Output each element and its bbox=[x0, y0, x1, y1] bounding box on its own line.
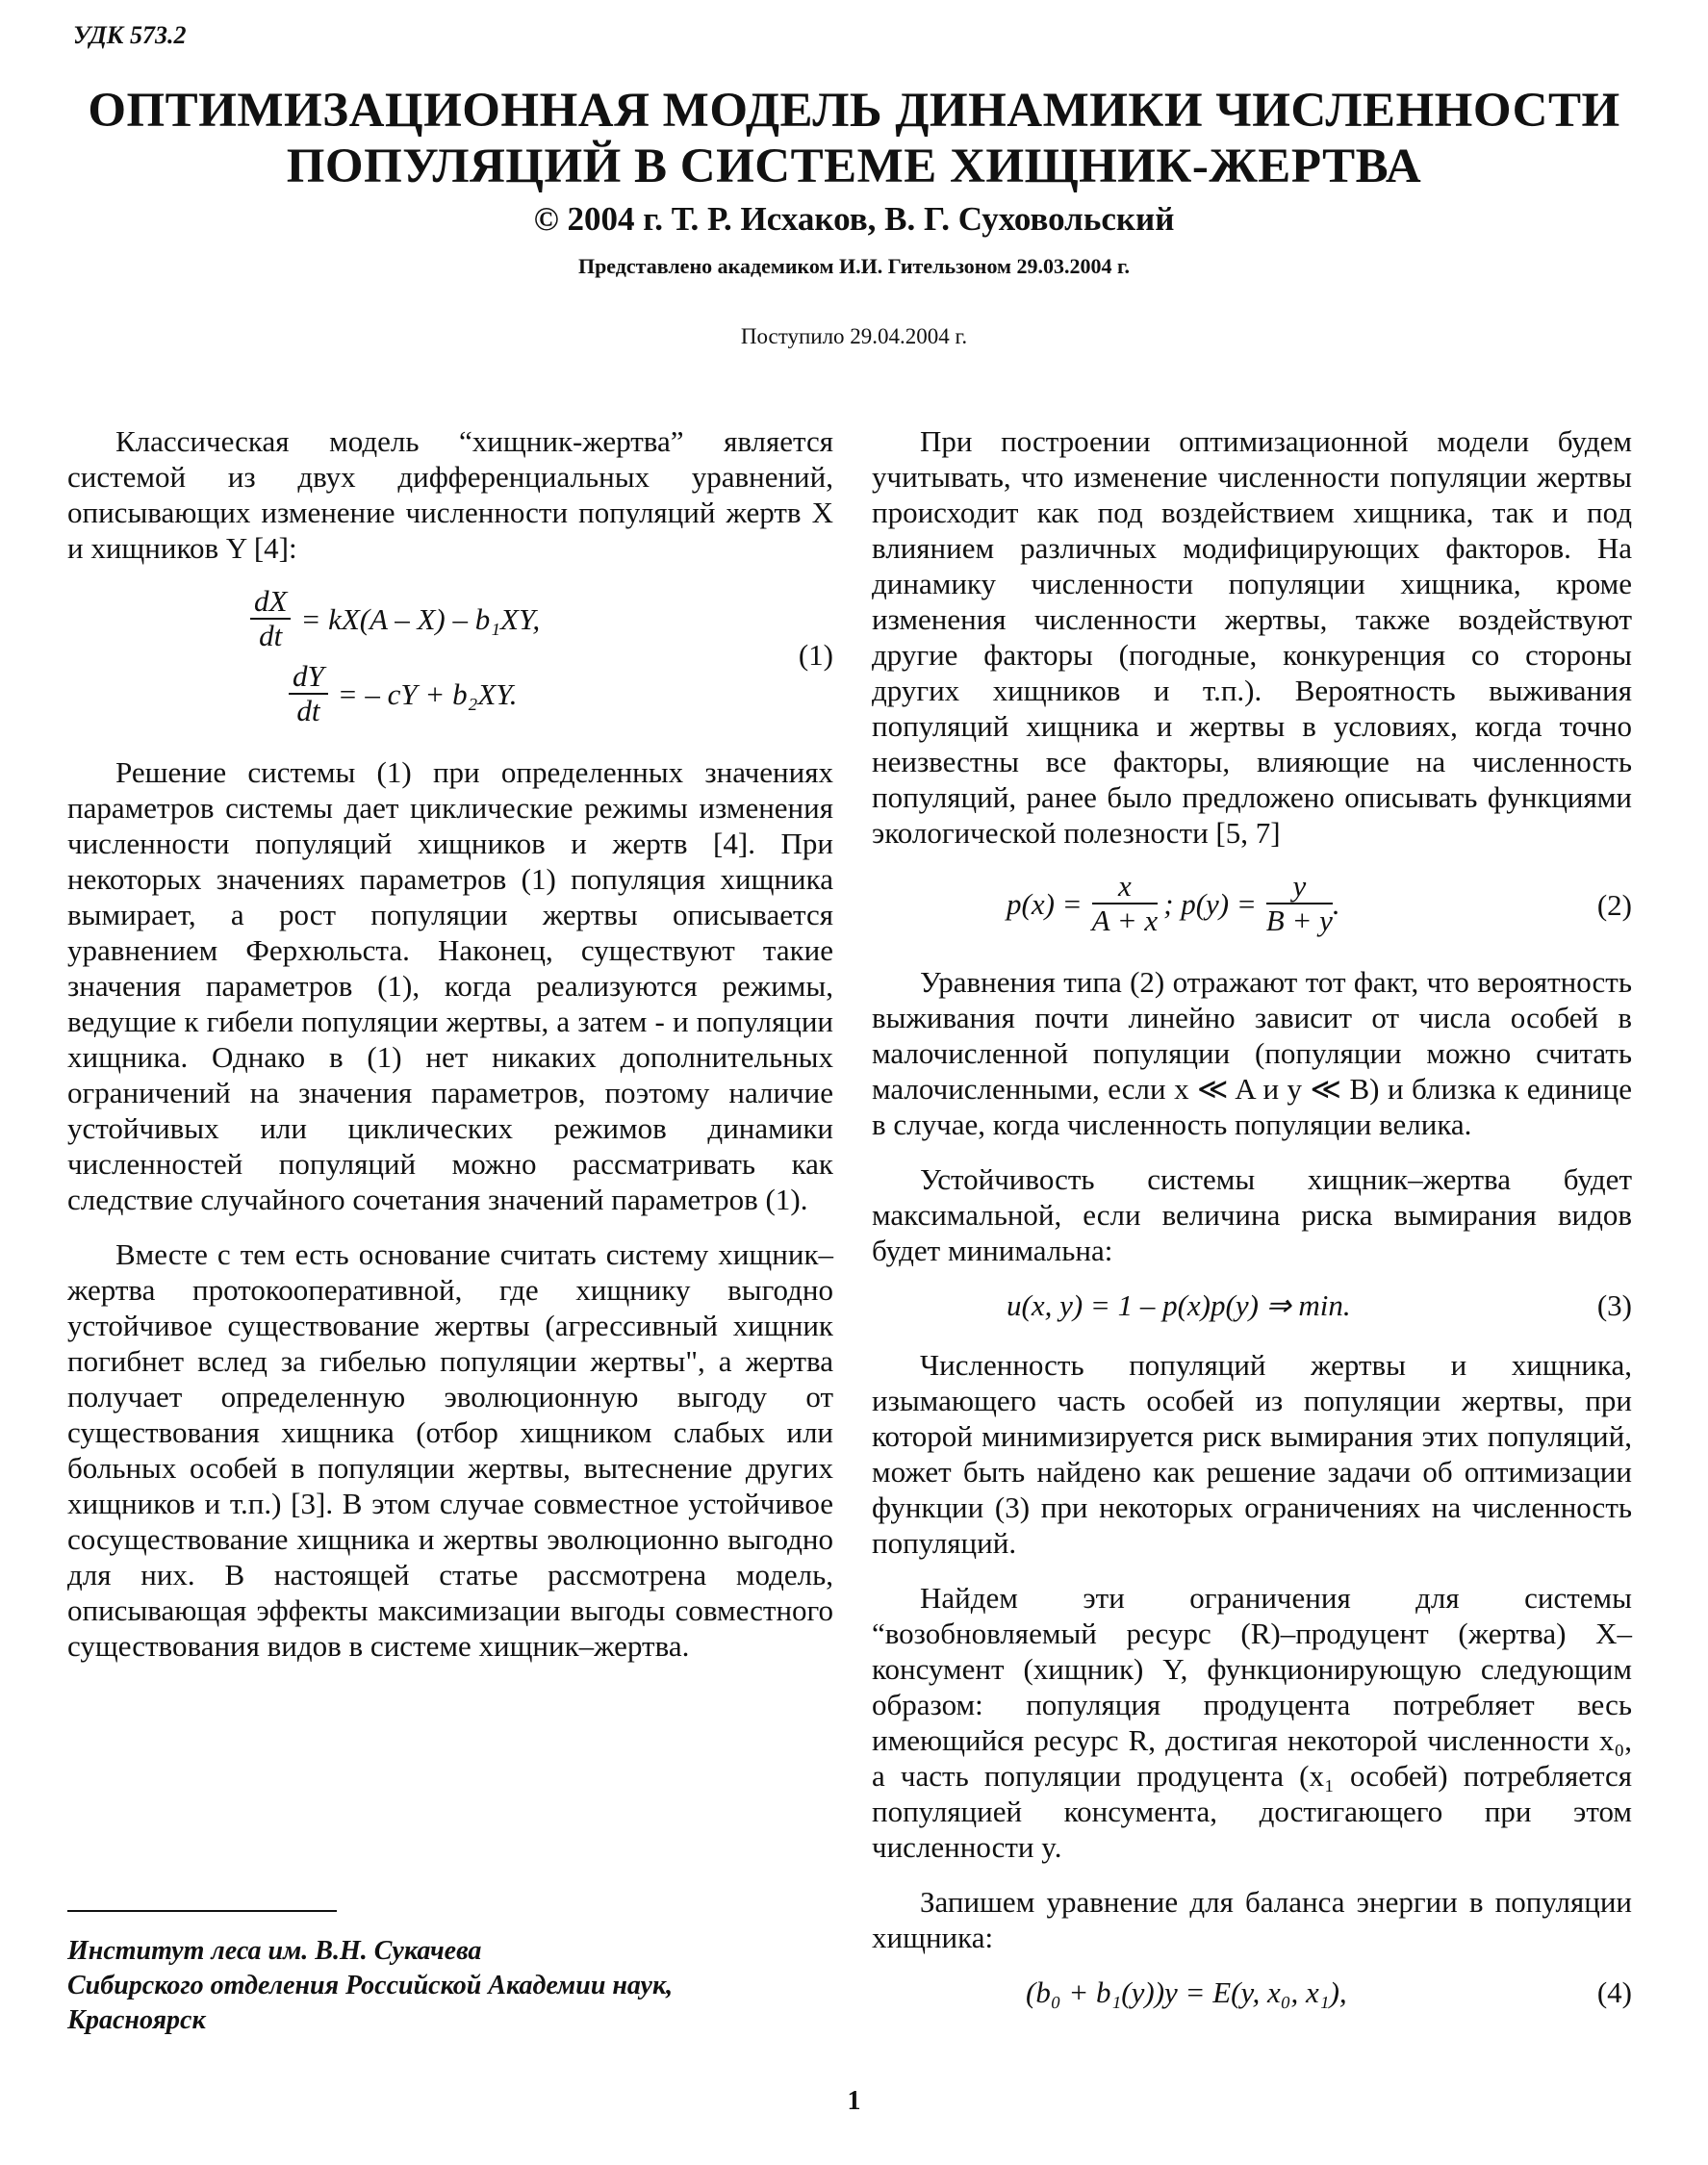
presented-by: Представлено академиком И.И. Гительзоном 29.03.2004 г. bbox=[577, 254, 1131, 278]
left-paragraph-3: Вместе с тем есть основание считать систему хищник–жертва протокооперативной, где хищнику выгодно устойчивое существование жертвы (агрессивный хищник погибнет вслед за гибелью популяции жертвы", а жертва получает определенную эволюционную выгоду от существования хищника (отбор хищником слабых или больных особей в популяции жертвы, вытеснение других хищников и т.п.) [3]. В этом случае совместное устойчивое сосуществование хищника и жертвы эволюционно выгодно для них. В настоящей статье рассмотрена модель, описывающая эффекты максимизации выгоды совместного существования видов в системе хищник–жертва. bbox=[67, 1237, 833, 1663]
eq1b-lhs: $\frac{dY}{dt}$ bbox=[289, 660, 328, 727]
udk-code: УДК 573.2 bbox=[73, 21, 187, 49]
right-paragraph-1: При построении оптимизационной модели будем учитывать, что изменение численности популяции жертвы происходит как под воздействием хищника, так и под влиянием различных модифицирующих факторов. На динамику численности популяции хищника, кроме изменения численности жертвы, также воздействуют другие факторы (погодные, конкуренция со стороны других хищников и т.п.). Вероятность выживания популяций хищника и жертвы в условиях, когда точно неизвестны все факторы, влияющие на численность популяций, ранее было предложено описывать функциями экологической полезности [5, 7] bbox=[872, 424, 1632, 850]
eq3-body: u(x, y) = 1 – p(x)p(y) ⇒ min. bbox=[1007, 1288, 1351, 1322]
received-date: Поступило 29.04.2004 г. bbox=[740, 324, 968, 348]
title-line-1: ОПТИМИЗАЦИОННАЯ МОДЕЛЬ ДИНАМИКИ ЧИСЛЕННОСТИ bbox=[88, 84, 1620, 138]
left-paragraph-1: Классическая модель “хищник-жертва” является системой из двух дифференциальных уравнений, описывающих изменение численности популяций жертв X и хищников Y [4]: bbox=[67, 424, 833, 565]
page-number: 1 bbox=[847, 2086, 861, 2116]
right-paragraph-4: Численность популяций жертвы и хищника, изымающего часть особей из популяции жертвы, при которой минимизируется риск вымирания этих популяций, может быть найдено как решение задачи об оптимизации функции (3) при некоторых ограничениях на численность популяций. bbox=[872, 1348, 1632, 1560]
right-paragraph-5: Найдем эти ограничения для системы “возобновляемый ресурс (R)–продуцент (жертва) X–консумент (хищник) Y, функционирующую следующим образом: популяция продуцента потребляет весь имеющийся ресурс R, достигая некоторой численности x₀, а часть популяции продуцента (x₁ особей) потребляется популяцией консумента, достигающего при этом численности y. bbox=[872, 1581, 1632, 1864]
right-column bbox=[872, 423, 1632, 2017]
eq2-mid: ; p(y) = bbox=[1163, 886, 1257, 921]
eq1a-rhs: = kX(A – X) – b₁XY, bbox=[300, 601, 541, 636]
affiliation-line-1: Институт леса им. В.Н. Сукачева bbox=[67, 1936, 482, 1966]
footnote-rule bbox=[67, 1910, 337, 1912]
equation-2-number: (2) bbox=[1596, 888, 1632, 922]
right-paragraph-2: Уравнения типа (2) отражают тот факт, что вероятность выживания почти линейно зависит от числа особей в малочисленной популяции (популяции можно считать малочисленными, если x ≪ A и y ≪ B) и близка к единице в случае, когда численность популяции велика. bbox=[872, 965, 1632, 1141]
right-paragraph-6: Запишем уравнение для баланса энергии в популяции хищника: bbox=[872, 1885, 1632, 1954]
left-paragraph-2: Решение системы (1) при определенных значениях параметров системы дает циклические режимы изменения численности популяций хищников и жертв [4]. При некоторых значениях параметров (1) популяция хищника вымирает, а рост популяции жертвы описывается уравнением Ферхюльста. Наконец, существуют такие значения параметров (1), когда реализуются режимы, ведущие к гибели популяции жертвы, а затем - и популяции хищника. Однако в (1) нет никаких дополнительных ограничений на значения параметров, поэтому наличие устойчивых или циклических режимов динамики численностей популяций можно рассматривать как следствие случайного сочетания значений параметров (1). bbox=[67, 755, 833, 1216]
equation-4 bbox=[872, 1974, 1632, 2017]
equation-3-number: (3) bbox=[1596, 1288, 1632, 1322]
affiliation-line-3: Красноярск bbox=[67, 2005, 206, 2035]
equation-3 bbox=[872, 1287, 1632, 1330]
equation-4-number: (4) bbox=[1596, 1975, 1632, 2009]
eq1b-rhs: = – cY + b₂XY. bbox=[337, 676, 518, 711]
authors: © 2004 г. Т. Р. Исхаков, В. Г. Суховольский bbox=[533, 200, 1175, 238]
eq2-fraction-2: $\frac{y}{B + y}$ bbox=[1265, 869, 1333, 937]
eq1a-lhs: $\frac{dX}{dt}$ bbox=[250, 585, 291, 652]
article-title bbox=[0, 83, 1708, 194]
eq2-fraction-1: $\frac{x}{A + x}$ bbox=[1091, 869, 1159, 937]
eq2-left: p(x) = bbox=[1007, 886, 1083, 921]
affiliation bbox=[67, 1934, 673, 2038]
eq4-body: (b₀ + b₁(y))y = E(y, x₀, x₁), bbox=[1026, 1975, 1347, 2009]
title-line-2: ПОПУЛЯЦИЙ В СИСТЕМЕ ХИЩНИК-ЖЕРТВА bbox=[286, 140, 1422, 193]
right-paragraph-3: Устойчивость системы хищник–жертва будет максимальной, если величина риска вымирания видов будет минимальна: bbox=[872, 1162, 1632, 1267]
equation-1 bbox=[67, 585, 833, 729]
eq2-end: . bbox=[1332, 886, 1340, 921]
left-column bbox=[67, 423, 833, 1683]
equation-1-number: (1) bbox=[798, 638, 833, 672]
affiliation-line-2: Сибирского отделения Российской Академии наук, bbox=[67, 1971, 674, 2000]
equation-2 bbox=[872, 870, 1632, 947]
